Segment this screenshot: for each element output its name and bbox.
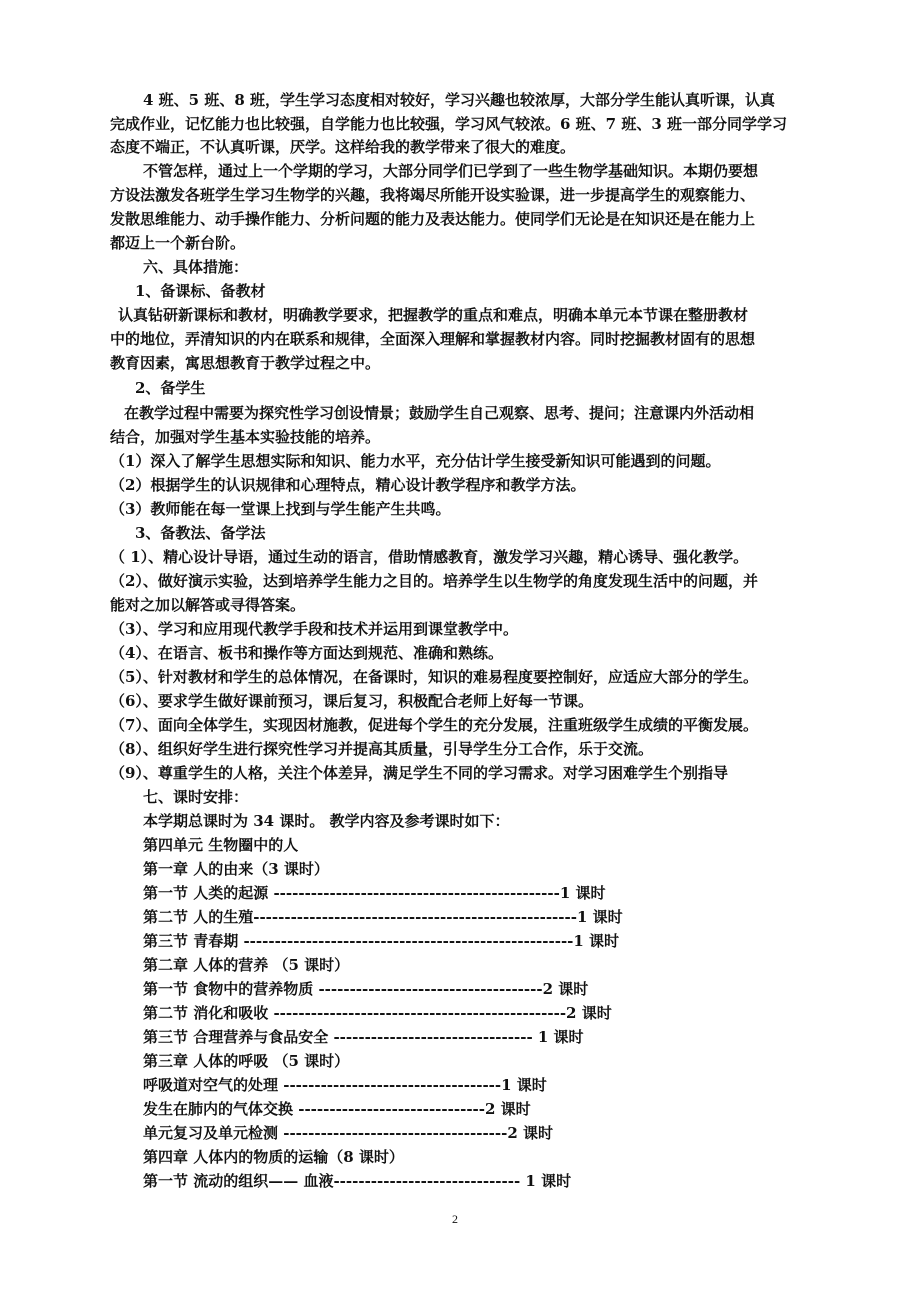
subsection-heading: 2、备学生: [135, 379, 206, 397]
text-line: 认真钻研新课标和教材，明确教学要求，把握教学的重点和难点，明确本单元本节课在整册教材: [118, 306, 749, 324]
text-line: 发散思维能力、动手操作能力、分析问题的能力及表达能力。使同学们无论是在知识还是在能力上: [110, 210, 756, 228]
text-line: 中的地位，弄清知识的内在联系和规律，全面深入理解和掌握教材内容。同时挖掘教材固有的思想: [110, 330, 756, 348]
schedule-line: 第二节 消化和吸收 -----------------------------------------------2 课时: [143, 1004, 612, 1022]
list-item: （5）、针对教材和学生的总体情况，在备课时，知识的难易程度要控制好，应适应大部分的学生。: [110, 668, 758, 686]
schedule-line: 第一章 人的由来（3 课时）: [143, 860, 329, 878]
schedule-line: 第三节 合理营养与食品安全 -------------------------------- 1 课时: [143, 1028, 584, 1046]
list-item: 能对之加以解答或寻得答案。: [110, 596, 306, 614]
list-item: （9）、尊重学生的人格，关注个体差异，满足学生不同的学习需求。对学习困难学生个别指导: [110, 764, 728, 782]
text-line: 方设法激发各班学生学习生物学的兴趣，我将竭尽所能开设实验课，进一步提高学生的观察能力、: [110, 186, 756, 204]
subsection-heading: 3、备教法、备学法: [135, 524, 266, 542]
list-item: （7）、面向全体学生，实现因材施教，促进每个学生的充分发展，注重班级学生成绩的平衡发展。: [110, 716, 758, 734]
list-item: （2）根据学生的认识规律和心理特点，精心设计教学程序和教学方法。: [110, 476, 586, 494]
schedule-line: 第一节 食物中的营养物质 ------------------------------------2 课时: [143, 980, 589, 998]
text-line: 都迈上一个新台阶。: [110, 234, 246, 252]
schedule-line: 发生在肺内的气体交换 ------------------------------2 课时: [143, 1100, 531, 1118]
schedule-line: 第三章 人体的呼吸 （5 课时）: [143, 1052, 350, 1070]
text-line: 完成作业，记忆能力也比较强，自学能力也比较强，学习风气较浓。6 班、7 班、3 班一部分同学学习: [110, 115, 787, 133]
list-item: （4）、在语言、板书和操作等方面达到规范、准确和熟练。: [110, 644, 503, 662]
list-item: （1）深入了解学生思想实际和知识、能力水平，充分估计学生接受新知识可能遇到的问题。: [110, 452, 721, 470]
text-line: 结合，加强对学生基本实验技能的培养。: [110, 428, 381, 446]
text-line: 不管怎样，通过上一个学期的学习，大部分同学们已学到了一些生物学基础知识。本期仍要想: [143, 162, 759, 180]
schedule-line: 呼吸道对空气的处理 -----------------------------------1 课时: [143, 1076, 547, 1094]
section-heading: 七、课时安排：: [143, 788, 249, 806]
schedule-line: 第一节 流动的组织—— 血液------------------------------ 1 课时: [143, 1172, 572, 1190]
list-item: （6）、要求学生做好课前预习，课后复习，积极配合老师上好每一节课。: [110, 692, 593, 710]
list-item: （3）教师能在每一堂课上找到与学生能产生共鸣。: [110, 500, 451, 518]
text-line: 在教学过程中需要为探究性学习创设情景；鼓励学生自己观察、思考、提问；注意课内外活动相: [124, 404, 755, 422]
schedule-line: 单元复习及单元检测 ------------------------------------2 课时: [143, 1124, 554, 1142]
schedule-line: 第二章 人体的营养 （5 课时）: [143, 956, 350, 974]
schedule-line: 第三节 青春期 -----------------------------------------------------1 课时: [143, 932, 620, 950]
schedule-line: 第二节 人的生殖----------------------------------------------------1 课时: [143, 908, 623, 926]
schedule-line: 本学期总课时为 34 课时。 教学内容及参考课时如下：: [143, 812, 510, 830]
section-heading: 六、具体措施：: [143, 258, 249, 276]
schedule-line: 第一节 人类的起源 ----------------------------------------------1 课时: [143, 884, 606, 902]
text-line: 4 班、5 班、8 班，学生学习态度相对较好，学习兴趣也较浓厚，大部分学生能认真听课，认真: [143, 91, 775, 109]
list-item: （2）、做好演示实验，达到培养学生能力之目的。培养学生以生物学的角度发现生活中的问题，并: [110, 572, 758, 590]
list-item: （ 1）、精心设计导语，通过生动的语言，借助情感教育，激发学习兴趣，精心诱导、强化教学。: [110, 548, 749, 566]
text-line: 教育因素，寓思想教育于教学过程之中。: [110, 354, 381, 372]
schedule-line: 第四单元 生物圈中的人: [143, 836, 299, 854]
list-item: （8）、组织好学生进行探究性学习并提高其质量，引导学生分工合作，乐于交流。: [110, 740, 653, 758]
text-line: 态度不端正，不认真听课，厌学。这样给我的教学带来了很大的难度。: [110, 138, 576, 156]
page-number: 2: [452, 1212, 458, 1226]
subsection-heading: 1、备课标、备教材: [135, 282, 266, 300]
list-item: （3）、学习和应用现代教学手段和技术并运用到课堂教学中。: [110, 620, 518, 638]
schedule-line: 第四章 人体内的物质的运输（8 课时）: [143, 1148, 404, 1166]
